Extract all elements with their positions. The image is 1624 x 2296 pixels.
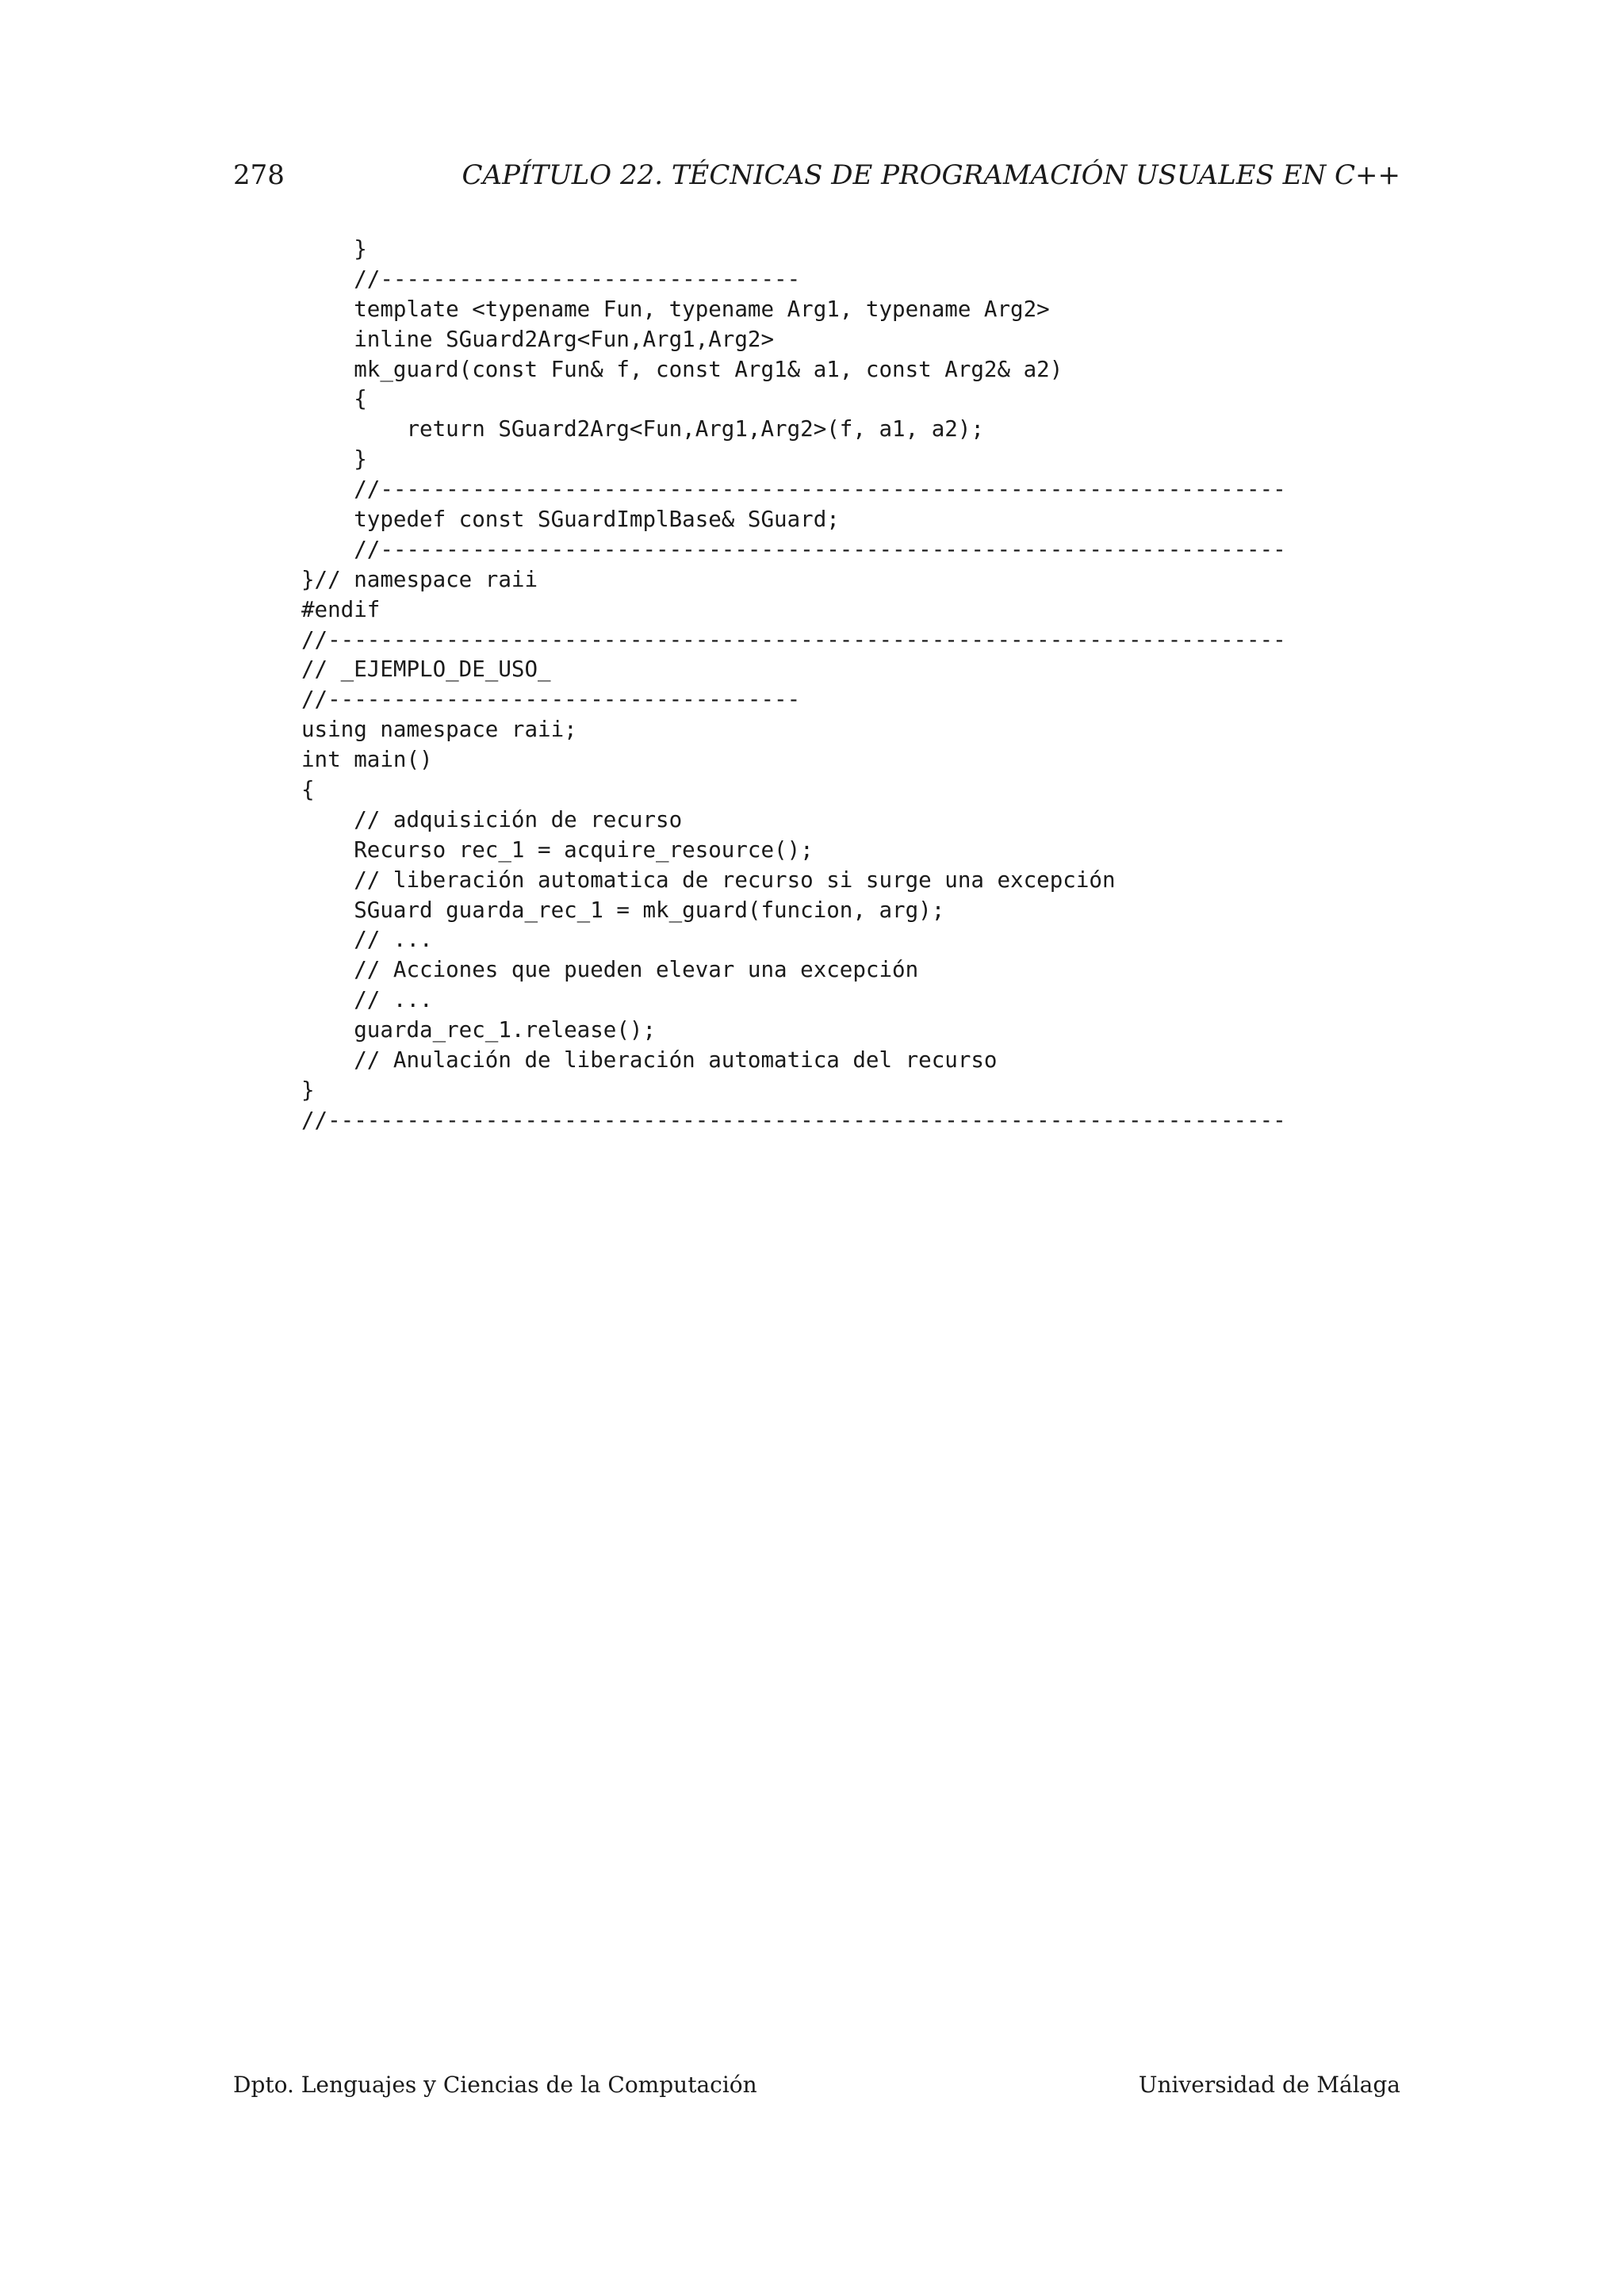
- code-line: //--------------------------------: [301, 266, 801, 292]
- footer-university: Universidad de Málaga: [1138, 2072, 1400, 2098]
- code-line: //---------------------------------------------------------------------: [301, 536, 1286, 562]
- code-line: return SGuard2Arg<Fun,Arg1,Arg2>(f, a1, a2);: [301, 416, 984, 442]
- page-footer: [233, 2068, 1400, 2103]
- code-line: //------------------------------------: [301, 687, 801, 713]
- code-listing: [301, 235, 1364, 1136]
- code-line: // adquisición de recurso: [301, 806, 683, 832]
- code-line: Recurso rec_1 = acquire_resource();: [301, 836, 814, 863]
- code-line: //---------------------------------------------------------------------: [301, 476, 1286, 503]
- page-header: [233, 155, 1400, 195]
- code-line: // liberación automatica de recurso si surge una excepción: [301, 867, 1116, 893]
- code-line: template <typename Fun, typename Arg1, typename Arg2>: [301, 296, 1050, 322]
- code-line: // _EJEMPLO_DE_USO_: [301, 656, 551, 683]
- code-line: }// namespace raii: [301, 566, 538, 592]
- code-line: // Acciones que pueden elevar una excepción: [301, 957, 919, 983]
- code-line: // ...: [301, 987, 433, 1013]
- code-line: using namespace raii;: [301, 717, 577, 743]
- code-line: inline SGuard2Arg<Fun,Arg1,Arg2>: [301, 326, 775, 352]
- code-line: }: [301, 1077, 315, 1103]
- code-line: #endif: [301, 596, 381, 622]
- code-line: typedef const SGuardImplBase& SGuard;: [301, 507, 840, 533]
- code-line: mk_guard(const Fun& f, const Arg1& a1, const Arg2& a2): [301, 356, 1063, 382]
- code-line: // Anulación de liberación automatica del recurso: [301, 1047, 998, 1073]
- code-line: }: [301, 236, 367, 262]
- code-line: //-------------------------------------------------------------------------: [301, 626, 1286, 652]
- code-line: guarda_rec_1.release();: [301, 1017, 657, 1043]
- code-line: // ...: [301, 927, 433, 953]
- footer-department: Dpto. Lenguajes y Ciencias de la Computación: [233, 2072, 757, 2098]
- page-number: 278: [233, 159, 285, 191]
- chapter-title: CAPÍTULO 22. TÉCNICAS DE PROGRAMACIÓN USUALES EN C++: [462, 159, 1400, 191]
- code-line: int main(): [301, 747, 433, 773]
- code-line: }: [301, 446, 367, 473]
- code-line: SGuard guarda_rec_1 = mk_guard(funcion, arg);: [301, 897, 945, 923]
- code-line: {: [301, 386, 367, 412]
- code-line: //-------------------------------------------------------------------------: [301, 1107, 1286, 1133]
- code-line: {: [301, 777, 315, 803]
